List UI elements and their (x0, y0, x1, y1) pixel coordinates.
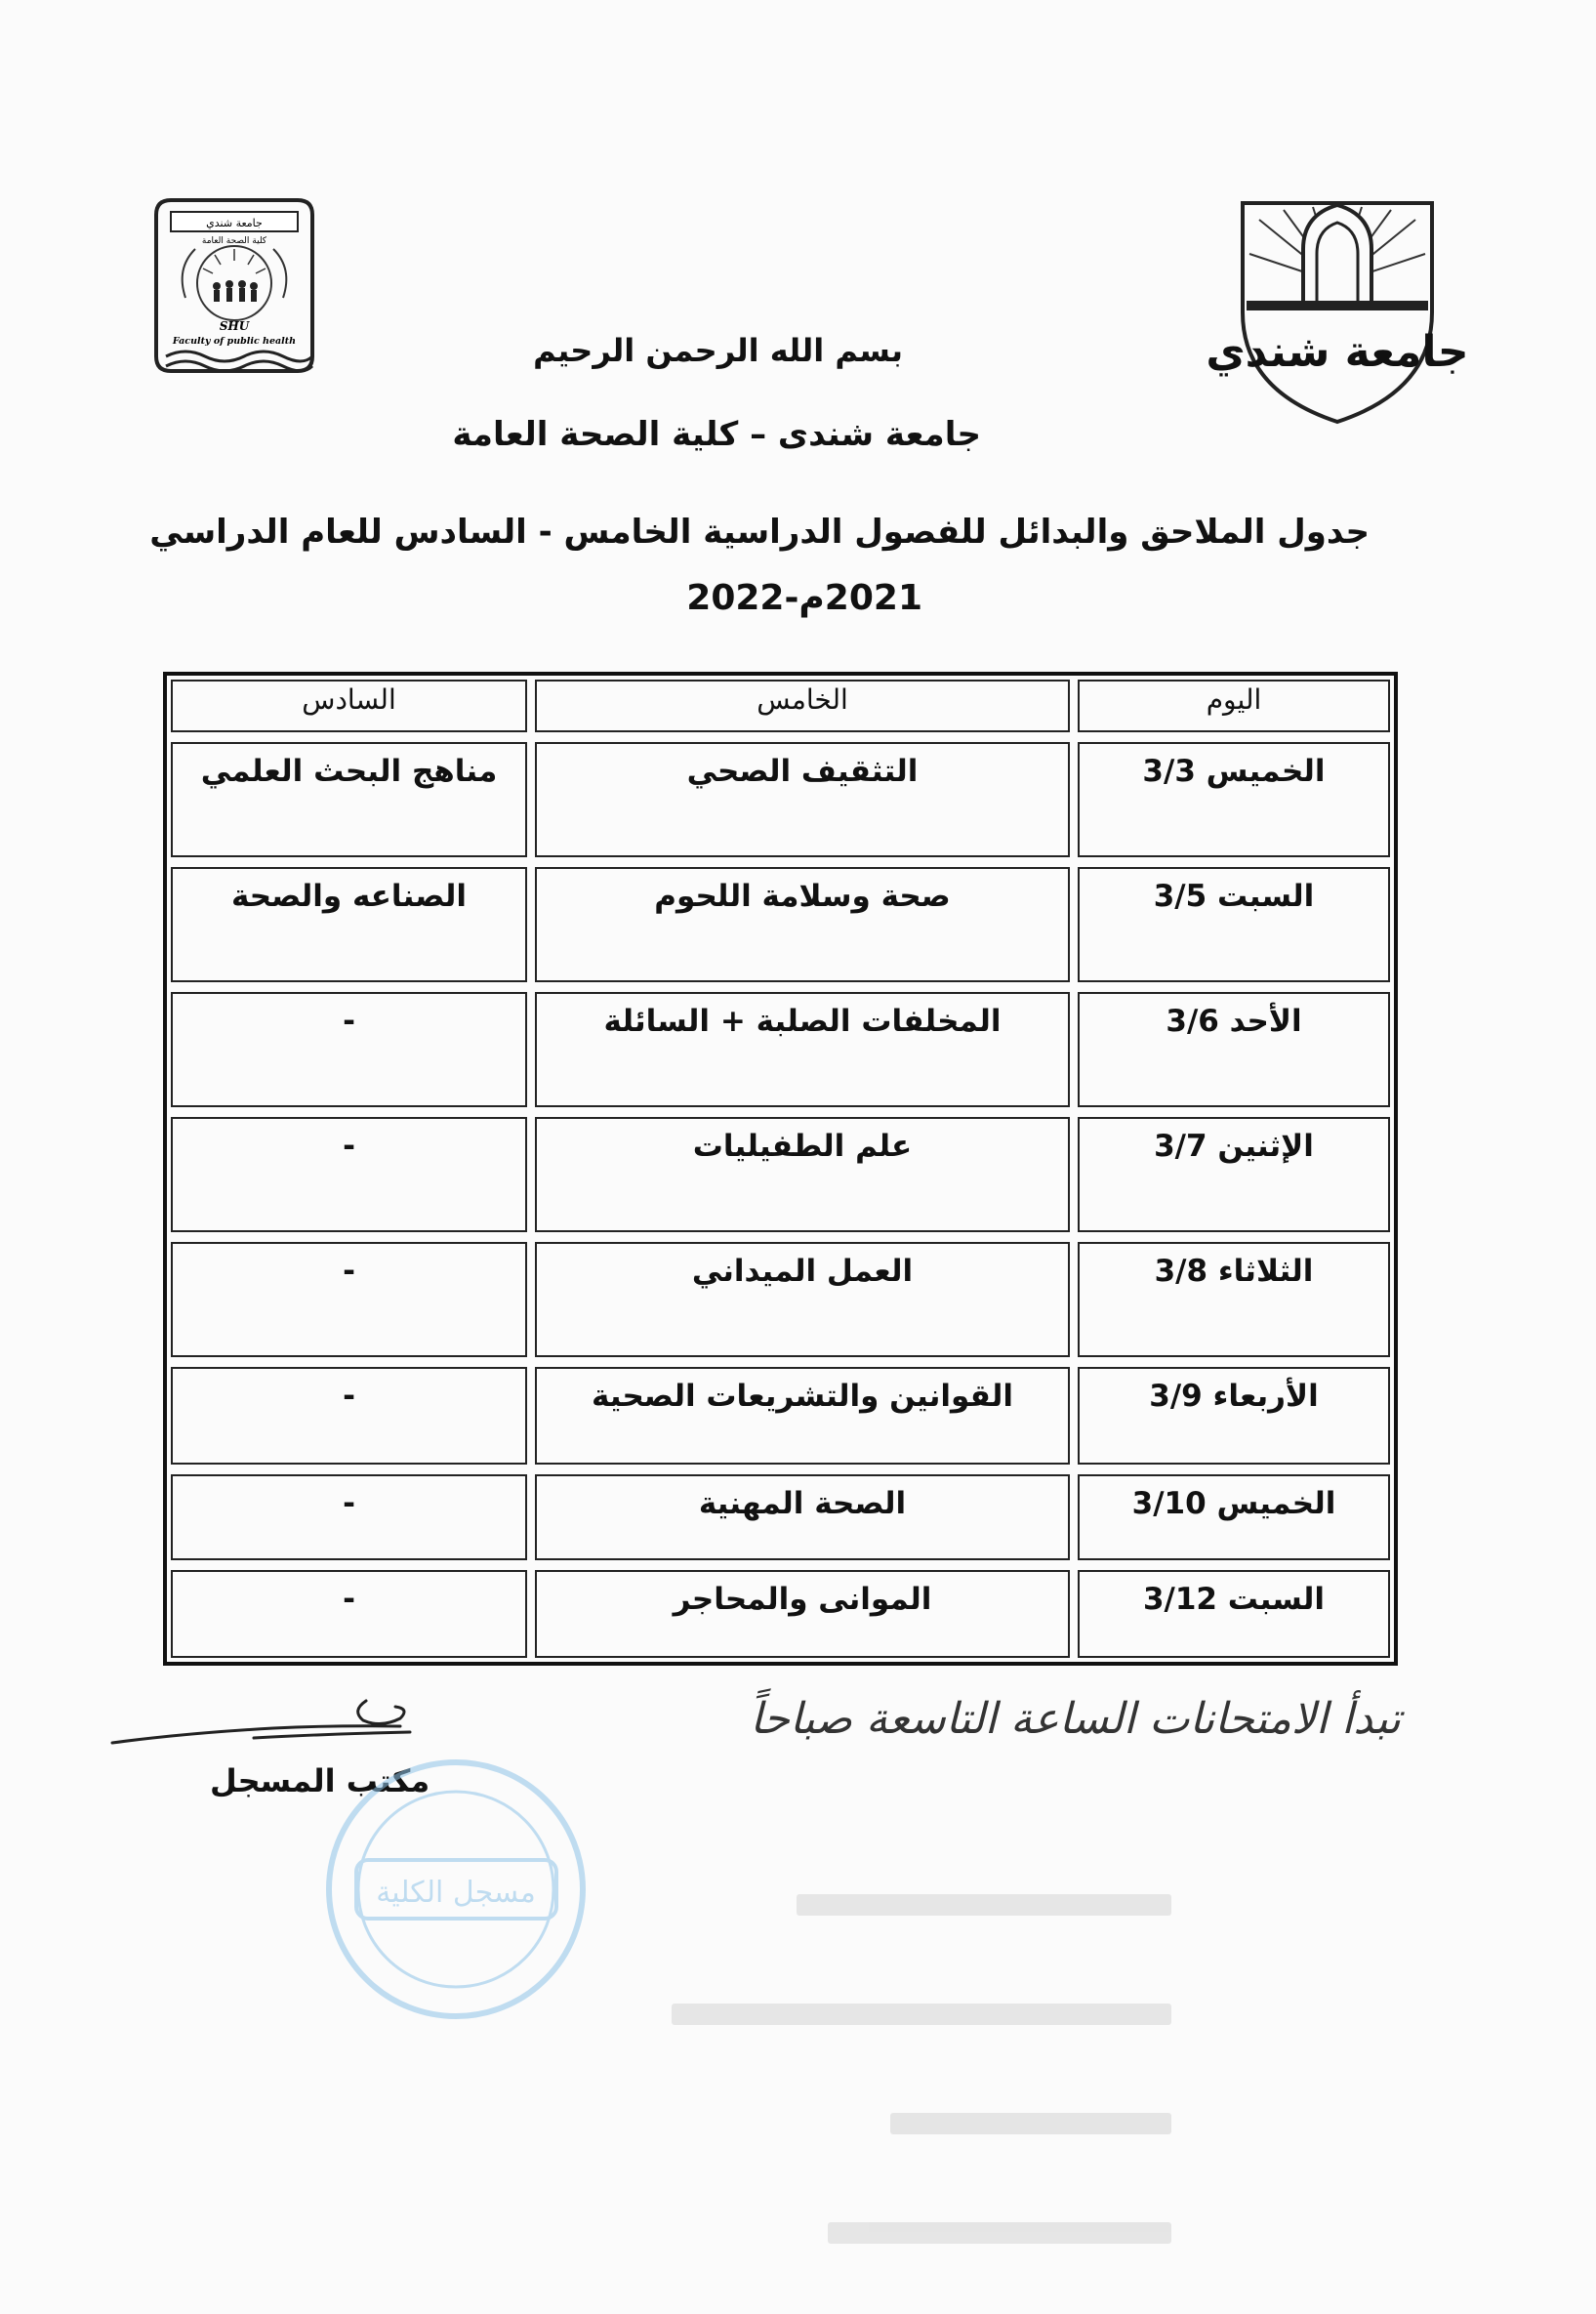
logo-label-en1: SHU (219, 319, 250, 333)
stamp-text: مسجل الكلية (376, 1876, 536, 1910)
basmala: بسم الله الرحمن الرحيم (533, 332, 903, 369)
table-row (167, 742, 1394, 857)
logo-label-sub: كلية الصحة العامة (201, 236, 267, 246)
header-fifth: الخامس (535, 680, 1070, 732)
cell-day: الخميس 3/3 (1078, 742, 1390, 857)
cell-day: السبت 3/5 (1078, 867, 1390, 982)
logo-label-en2: Faculty of public health (172, 336, 297, 347)
logo-label-top: جامعة شندي (206, 217, 263, 229)
cell-fifth: الصحة المهنية (535, 1474, 1070, 1560)
academic-year: 2021م-2022 (686, 578, 922, 618)
cell-fifth: العمل الميداني (535, 1242, 1070, 1357)
cell-day: السبت 3/12 (1078, 1570, 1390, 1658)
cell-sixth: - (171, 992, 527, 1107)
university-logo (1206, 195, 1469, 430)
cell-sixth: - (171, 1367, 527, 1465)
cell-day: الخميس 3/10 (1078, 1474, 1390, 1560)
cell-sixth: مناهج البحث العلمي (171, 742, 527, 857)
cell-day: الأربعاء 3/9 (1078, 1367, 1390, 1465)
logo-label-university: جامعة شندي (1206, 327, 1469, 377)
cell-fifth: المخلفات الصلبة + السائلة (535, 992, 1070, 1107)
bleed-through-marks (547, 1806, 1171, 2314)
registrar-office-label: مكتب المسجل (210, 1762, 430, 1799)
page-title: جدول الملاحق والبدائل للفصول الدراسية الخامس - السادس للعام الدراسي (149, 513, 1370, 552)
table-row (167, 1117, 1394, 1232)
cell-sixth: الصناعه والصحة (171, 867, 527, 982)
table-row (167, 867, 1394, 982)
cell-day: الإثنين 3/7 (1078, 1117, 1390, 1232)
header-sixth: السادس (171, 680, 527, 732)
cell-sixth: - (171, 1474, 527, 1560)
cell-sixth: - (171, 1117, 527, 1232)
table-row (167, 1474, 1394, 1560)
cell-sixth: - (171, 1570, 527, 1658)
table-header-row (167, 680, 1394, 732)
cell-fifth: علم الطفيليات (535, 1117, 1070, 1232)
table-row (167, 1367, 1394, 1465)
university-faculty-heading: جامعة شندى – كلية الصحة العامة (452, 415, 981, 454)
cell-fifth: الموانى والمحاجر (535, 1570, 1070, 1658)
table-row (167, 1570, 1394, 1658)
cell-fifth: التثقيف الصحي (535, 742, 1070, 857)
table-row (167, 992, 1394, 1107)
cell-fifth: صحة وسلامة اللحوم (535, 867, 1070, 982)
header-day: اليوم (1078, 680, 1390, 732)
cell-fifth: القوانين والتشريعات الصحية (535, 1367, 1070, 1465)
cell-day: الثلاثاء 3/8 (1078, 1242, 1390, 1357)
table-row (167, 1242, 1394, 1357)
faculty-logo (146, 190, 322, 386)
cell-day: الأحد 3/6 (1078, 992, 1390, 1107)
exam-schedule-table (163, 672, 1398, 1666)
cell-sixth: - (171, 1242, 527, 1357)
handwritten-note: تبدأ الامتحانات الساعة التاسعة صباحاً (750, 1694, 1401, 1744)
